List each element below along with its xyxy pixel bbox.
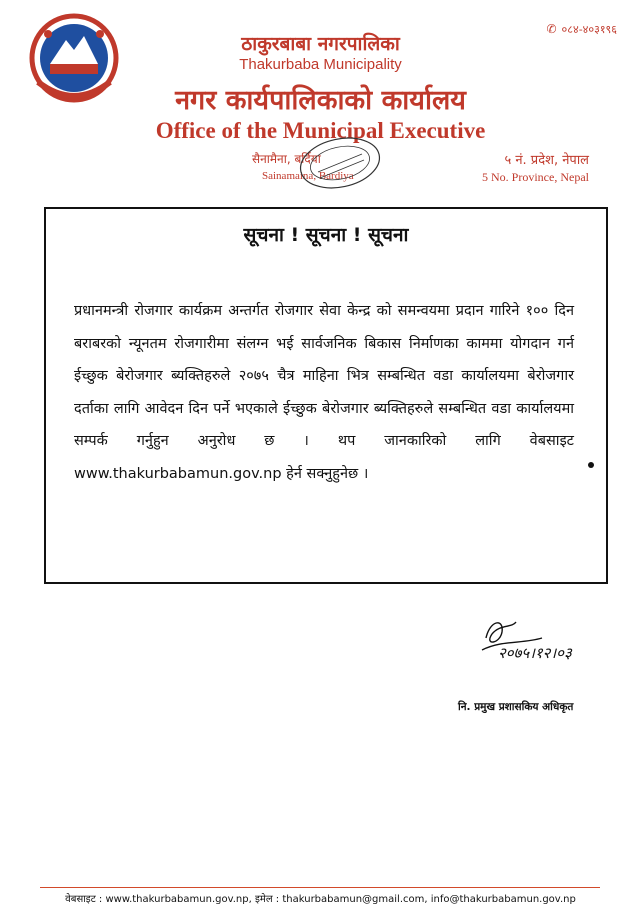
municipality-name-np: ठाकुरबाबा नगरपालिका — [241, 33, 400, 55]
place-np: सैनामैना, बर्दिया — [252, 152, 321, 166]
province-en: 5 No. Province, Nepal — [482, 170, 589, 184]
signature — [472, 610, 602, 682]
office-name-en: Office of the Municipal Executive — [155, 118, 486, 143]
notice-title: सूचना ! सूचना ! सूचना — [243, 224, 409, 246]
notice-body: प्रधानमन्त्री रोजगार कार्यक्रम अन्तर्गत रोजगार सेवा केन्द्र को समन्वयमा प्रदान गारिने १०० दिन बराबरको न्यूनतम रोजगारीमा संलग्न भई सार्वजनिक बिकास निर्माणका काममा योगदान गर्न ईच्छुक बेरोजगार ब्यक्तिहरुले २०७५ चैत्र माहिना भित्र सम्बन्धित वडा कार्यालयमा बेरोजगार दर्ताका लागि आवेदन दिन पर्ने भएकाले ईच्छुक बेरोजगार ब्यक्तिहरुले सम्बन्धित वडा कार्यालयमा सम्पर्क गर्नुहुन अनुरोध छ । थप जानकारिको लागि वेबसाइट www.thakurbabamun.gov.np हेर्न सक्नुहुनेछ । — [74, 303, 574, 482]
phone-icon: ✆ — [546, 22, 557, 36]
place-en: Sainamaina, Bardiya — [262, 170, 354, 182]
province-np: ५ नं. प्रदेश, नेपाल — [504, 153, 589, 168]
ink-dot — [588, 462, 594, 468]
office-stamp — [288, 132, 392, 194]
signature-date: २०७५।१२।०३ — [498, 644, 572, 662]
office-name-np: नगर कार्यपालिकाको कार्यालय — [175, 85, 466, 116]
footer-contact: वेबसाइट : www.thakurbabamun.gov.np, इमेल : thakurbabamun@gmail.com, info@thakurbabamun.gov.np — [65, 894, 576, 905]
notice-box — [44, 207, 608, 584]
footer-divider — [40, 887, 600, 888]
municipality-name-en: Thakurbaba Municipality — [239, 56, 402, 73]
phone-number-text: ०८४-४०३१९६ — [561, 23, 617, 36]
signatory-title: नि. प्रमुख प्रशासकिय अधिकृत — [458, 701, 574, 713]
